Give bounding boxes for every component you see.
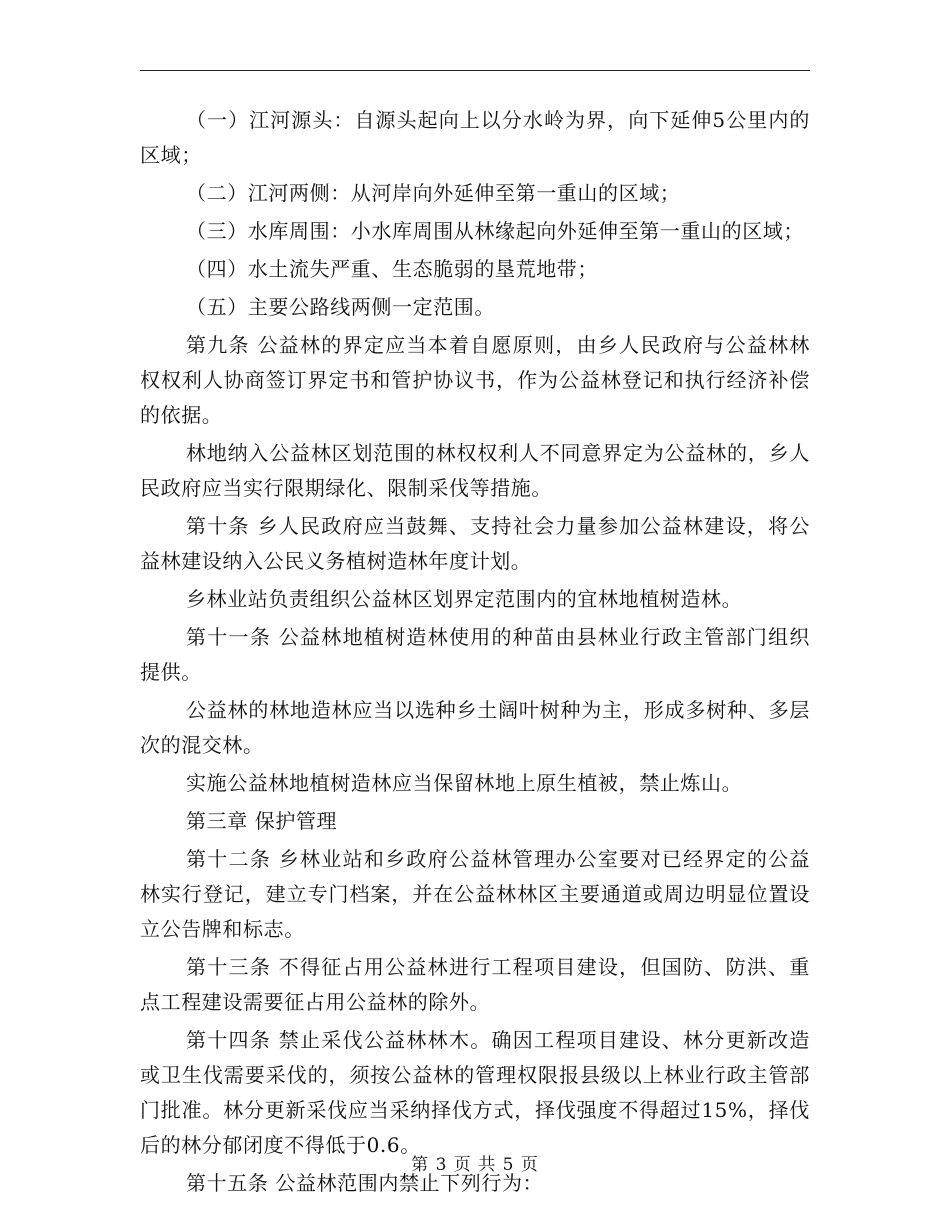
document-body xyxy=(140,103,810,1201)
chapter-heading: 第三章 保护管理 xyxy=(186,809,338,833)
paragraph: 第十四条 禁止采伐公益林林木。确因工程项目建设、林分更新改造或卫生伐需要采伐的，须按公益林的管理权限报县级以上林业行政主管部门批准。林分更新采伐应当采纳择伐方式，择伐强度不得超过15%，择伐后的林分郁闭度不得低于0.6。 xyxy=(140,1028,810,1157)
paragraph: （三）水库周围：小水库周围从林缘起向外延伸至第一重山的区域； xyxy=(186,219,804,243)
paragraph: 第十三条 不得征占用公益林进行工程项目建设，但国防、防洪、重点工程建设需要征占用公益林的除外。 xyxy=(140,955,810,1014)
paragraph: 乡林业站负责组织公益林区划界定范围内的宜林地植树造林。 xyxy=(186,587,743,611)
paragraph: 第十五条 公益林范围内禁止下列行为： xyxy=(186,1171,544,1195)
paragraph: 第十二条 乡林业站和乡政府公益林管理办公室要对已经界定的公益林实行登记，建立专门档案，并在公益林林区主要通道或周边明显位置设立公告牌和标志。 xyxy=(140,847,810,941)
page-number-label: 第 3 页 共 5 页 xyxy=(411,1155,539,1175)
paragraph: 公益林的林地造林应当以选种乡土阔叶树种为主，形成多树种、多层次的混交林。 xyxy=(140,698,810,757)
paragraph: （五）主要公路线两侧一定范围。 xyxy=(186,295,495,319)
paragraph: （二）江河两侧：从河岸向外延伸至第一重山的区域； xyxy=(186,181,681,205)
paragraph: 第九条 公益林的界定应当本着自愿原则，由乡人民政府与公益林林权权利人协商签订界定书和管护协议书，作为公益林登记和执行经济补偿的依据。 xyxy=(140,333,810,427)
paragraph: 实施公益林地植树造林应当保留林地上原生植被，禁止炼山。 xyxy=(186,771,743,795)
page-footer xyxy=(0,1150,950,1175)
paragraph: 第十一条 公益林地植树造林使用的种苗由县林业行政主管部门组织提供。 xyxy=(140,625,810,684)
paragraph: 第十条 乡人民政府应当鼓舞、支持社会力量参加公益林建设，将公益林建设纳入公民义务植树造林年度计划。 xyxy=(140,514,810,573)
paragraph: （一）江河源头：自源头起向上以分水岭为界，向下延伸5公里内的区域； xyxy=(140,108,810,167)
paragraph: （四）水土流失严重、生态脆弱的垦荒地带； xyxy=(186,257,598,281)
header-rule xyxy=(140,70,810,71)
paragraph: 林地纳入公益林区划范围的林权权利人不同意界定为公益林的，乡人民政府应当实行限期绿化、限制采伐等措施。 xyxy=(140,441,810,500)
